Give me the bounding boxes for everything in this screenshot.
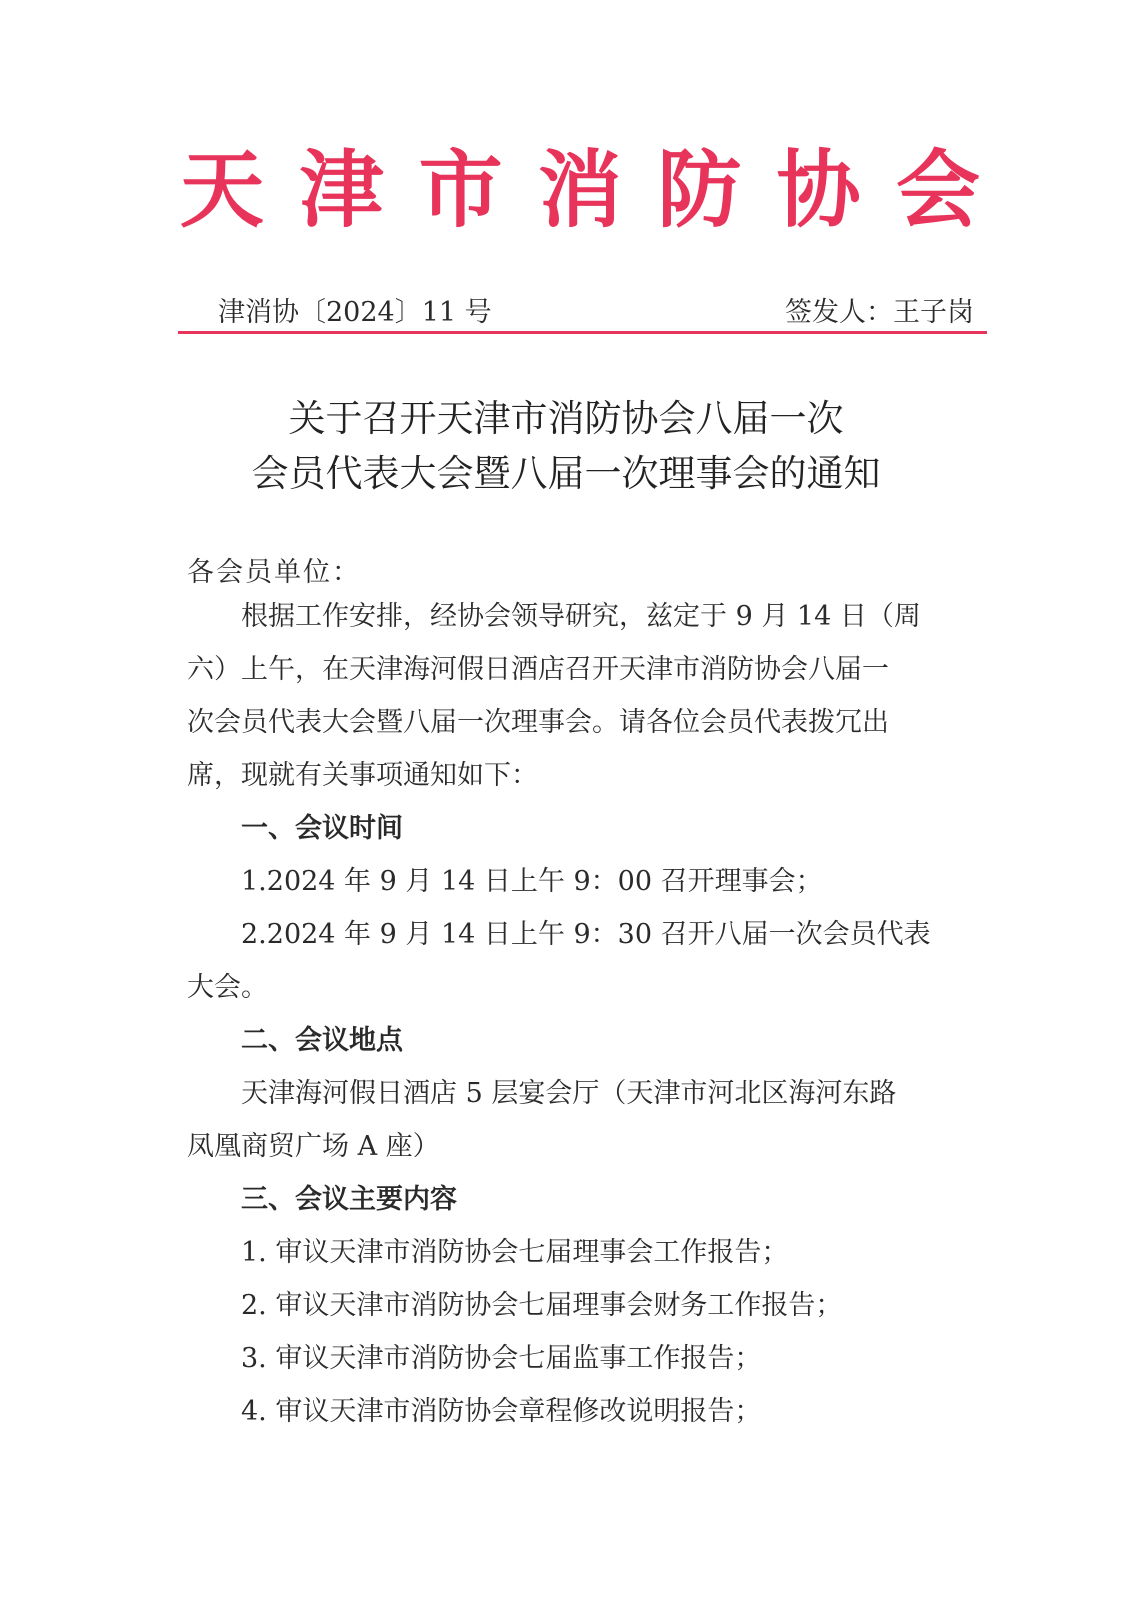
letterhead-char: 天	[180, 141, 265, 239]
location-line: 天津海河假日酒店 5 层宴会厅（天津市河北区海河东路	[241, 1078, 897, 1109]
agenda-item: 2. 审议天津市消防协会七届理事会财务工作报告；	[241, 1290, 843, 1321]
notice-title-line-2: 会员代表大会暨八届一次理事会的通知	[251, 452, 881, 495]
signer: 签发人：王子岗	[785, 297, 974, 328]
time-item: 2.2024 年 9 月 14 日上午 9：30 召开八届一次会员代表	[241, 919, 931, 950]
intro-line: 根据工作安排，经协会领导研究，兹定于 9 月 14 日（周	[241, 601, 921, 632]
letterhead-divider	[178, 331, 987, 334]
agenda-item: 1. 审议天津市消防协会七届理事会工作报告；	[241, 1237, 789, 1268]
section-heading-time: 一、会议时间	[241, 813, 403, 844]
section-heading-agenda: 三、会议主要内容	[241, 1184, 457, 1215]
letterhead-char: 消	[537, 141, 622, 239]
salutation: 各会员单位：	[187, 557, 361, 588]
intro-line: 六）上午，在天津海河假日酒店召开天津市消防协会八届一	[187, 654, 889, 685]
section-heading-location: 二、会议地点	[241, 1025, 403, 1056]
letterhead-char: 防	[657, 141, 742, 239]
time-item: 1.2024 年 9 月 14 日上午 9：00 召开理事会；	[241, 866, 823, 897]
organization-letterhead	[180, 140, 980, 240]
time-item-continuation: 大会。	[187, 972, 268, 1003]
agenda-item: 4. 审议天津市消防协会章程修改说明报告；	[241, 1396, 762, 1427]
letterhead-char: 协	[776, 141, 861, 239]
letterhead-char: 会	[895, 141, 980, 239]
agenda-item: 3. 审议天津市消防协会七届监事工作报告；	[241, 1343, 762, 1374]
letterhead-char: 市	[418, 141, 503, 239]
intro-line: 次会员代表大会暨八届一次理事会。请各位会员代表拨冗出	[187, 707, 889, 738]
letterhead-char: 津	[299, 141, 384, 239]
intro-line: 席，现就有关事项通知如下：	[187, 760, 538, 791]
location-line: 凤凰商贸广场 A 座）	[187, 1131, 440, 1162]
notice-body	[187, 590, 977, 1438]
document-number: 津消协〔2024〕11 号	[218, 297, 492, 328]
notice-title-line-1: 关于召开天津市消防协会八届一次	[288, 397, 844, 440]
